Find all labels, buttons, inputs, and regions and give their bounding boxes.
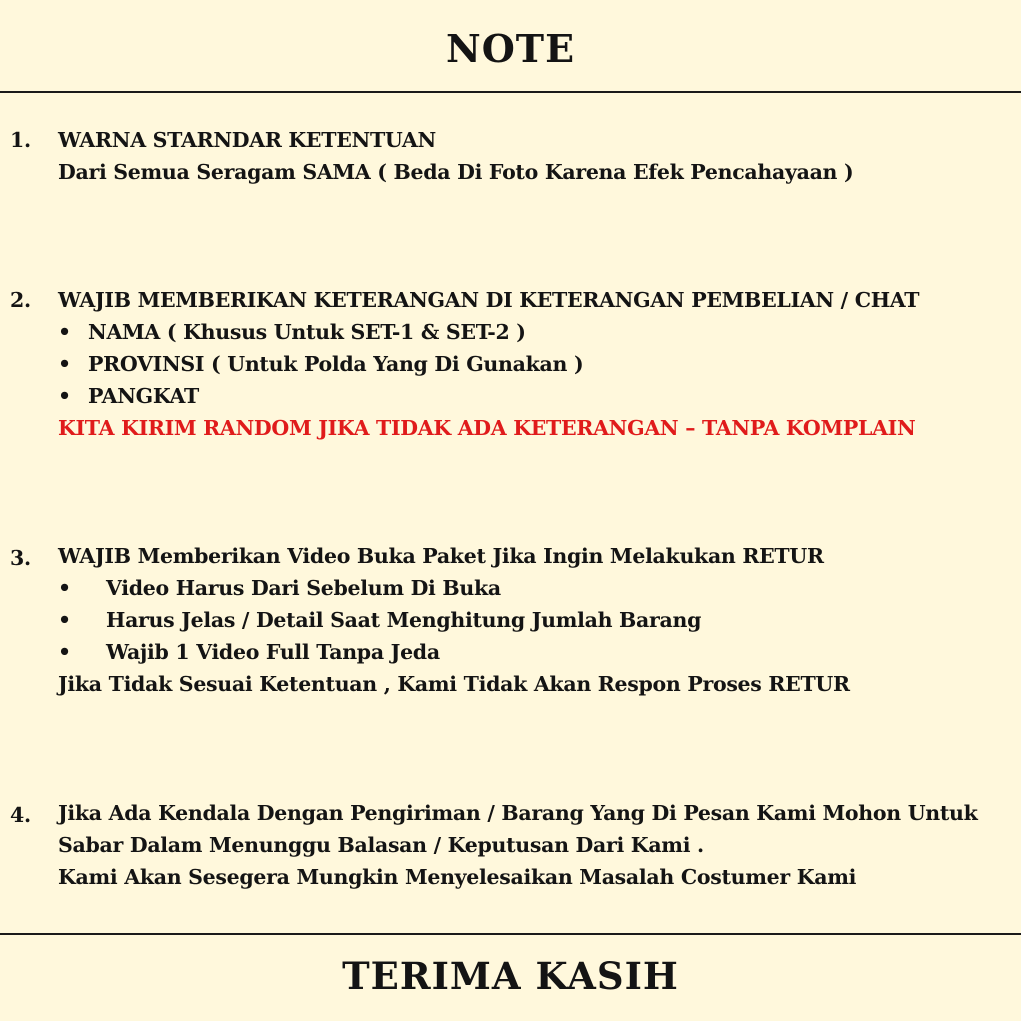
item-number: 4.: [10, 803, 31, 827]
note-item-1: [0, 124, 1010, 194]
item-text-line: Jika Ada Kendala Dengan Pengiriman / Barang Yang Di Pesan Kami Mohon Untuk: [58, 801, 978, 825]
bullet-dot-icon: •: [58, 384, 71, 408]
item-heading: WAJIB MEMBERIKAN KETERANGAN DI KETERANGAN PEMBELIAN / CHAT: [58, 288, 920, 312]
item-heading: WAJIB Memberikan Video Buka Paket Jika Ingin Melakukan RETUR: [58, 544, 824, 568]
item-text: Jika Tidak Sesuai Ketentuan , Kami Tidak Akan Respon Proses RETUR: [58, 672, 850, 696]
footer-text: TERIMA KASIH: [342, 954, 679, 998]
bullet-dot-icon: •: [58, 576, 71, 600]
note-item-2: 2. WAJIB MEMBERIKAN KETERANGAN DI KETERANGAN PEMBELIAN / CHAT • NAMA ( Khusus Untuk SET-1 & SET-2 ) • PROVINSI ( Untuk Polda Yang Di Gunakan ) • PANGKAT KITA KIRIM RANDOM JIKA TIDAK ADA KETERANGAN – TANPA KOMPLAIN: [0, 284, 1010, 449]
item-text-line: Sabar Dalam Menunggu Balasan / Keputusan Dari Kami .: [58, 833, 704, 857]
item-number: 1.: [10, 128, 31, 152]
bullet-dot-icon: •: [58, 320, 71, 344]
item-number: 2.: [10, 288, 31, 312]
page-title: NOTE: [445, 26, 576, 71]
bullet-dot-icon: •: [58, 608, 71, 632]
note-item-3: 3. WAJIB Memberikan Video Buka Paket Jika Ingin Melakukan RETUR • Video Harus Dari Sebelum Di Buka • Harus Jelas / Detail Saat Menghitung Jumlah Barang • Wajib 1 Video Full Tanpa Jeda Jika Tidak Sesuai Ketentuan , Kami Tidak Akan Respon Proses RETUR: [0, 540, 1010, 705]
note-item-4: [0, 797, 1010, 897]
item-text-line: Kami Akan Sesegera Mungkin Menyelesaikan Masalah Costumer Kami: [58, 865, 857, 889]
item-text: Dari Semua Seragam SAMA ( Beda Di Foto Karena Efek Pencahayaan ): [58, 160, 854, 184]
bullet-dot-icon: •: [58, 352, 71, 376]
item-number: 3.: [10, 546, 31, 570]
bottom-divider: [0, 933, 1021, 935]
item-heading: WARNA STARNDAR KETENTUAN: [58, 128, 436, 152]
bullet-dot-icon: •: [58, 640, 71, 664]
top-divider: [0, 91, 1021, 93]
warning-text: KITA KIRIM RANDOM JIKA TIDAK ADA KETERANGAN – TANPA KOMPLAIN: [58, 416, 916, 440]
